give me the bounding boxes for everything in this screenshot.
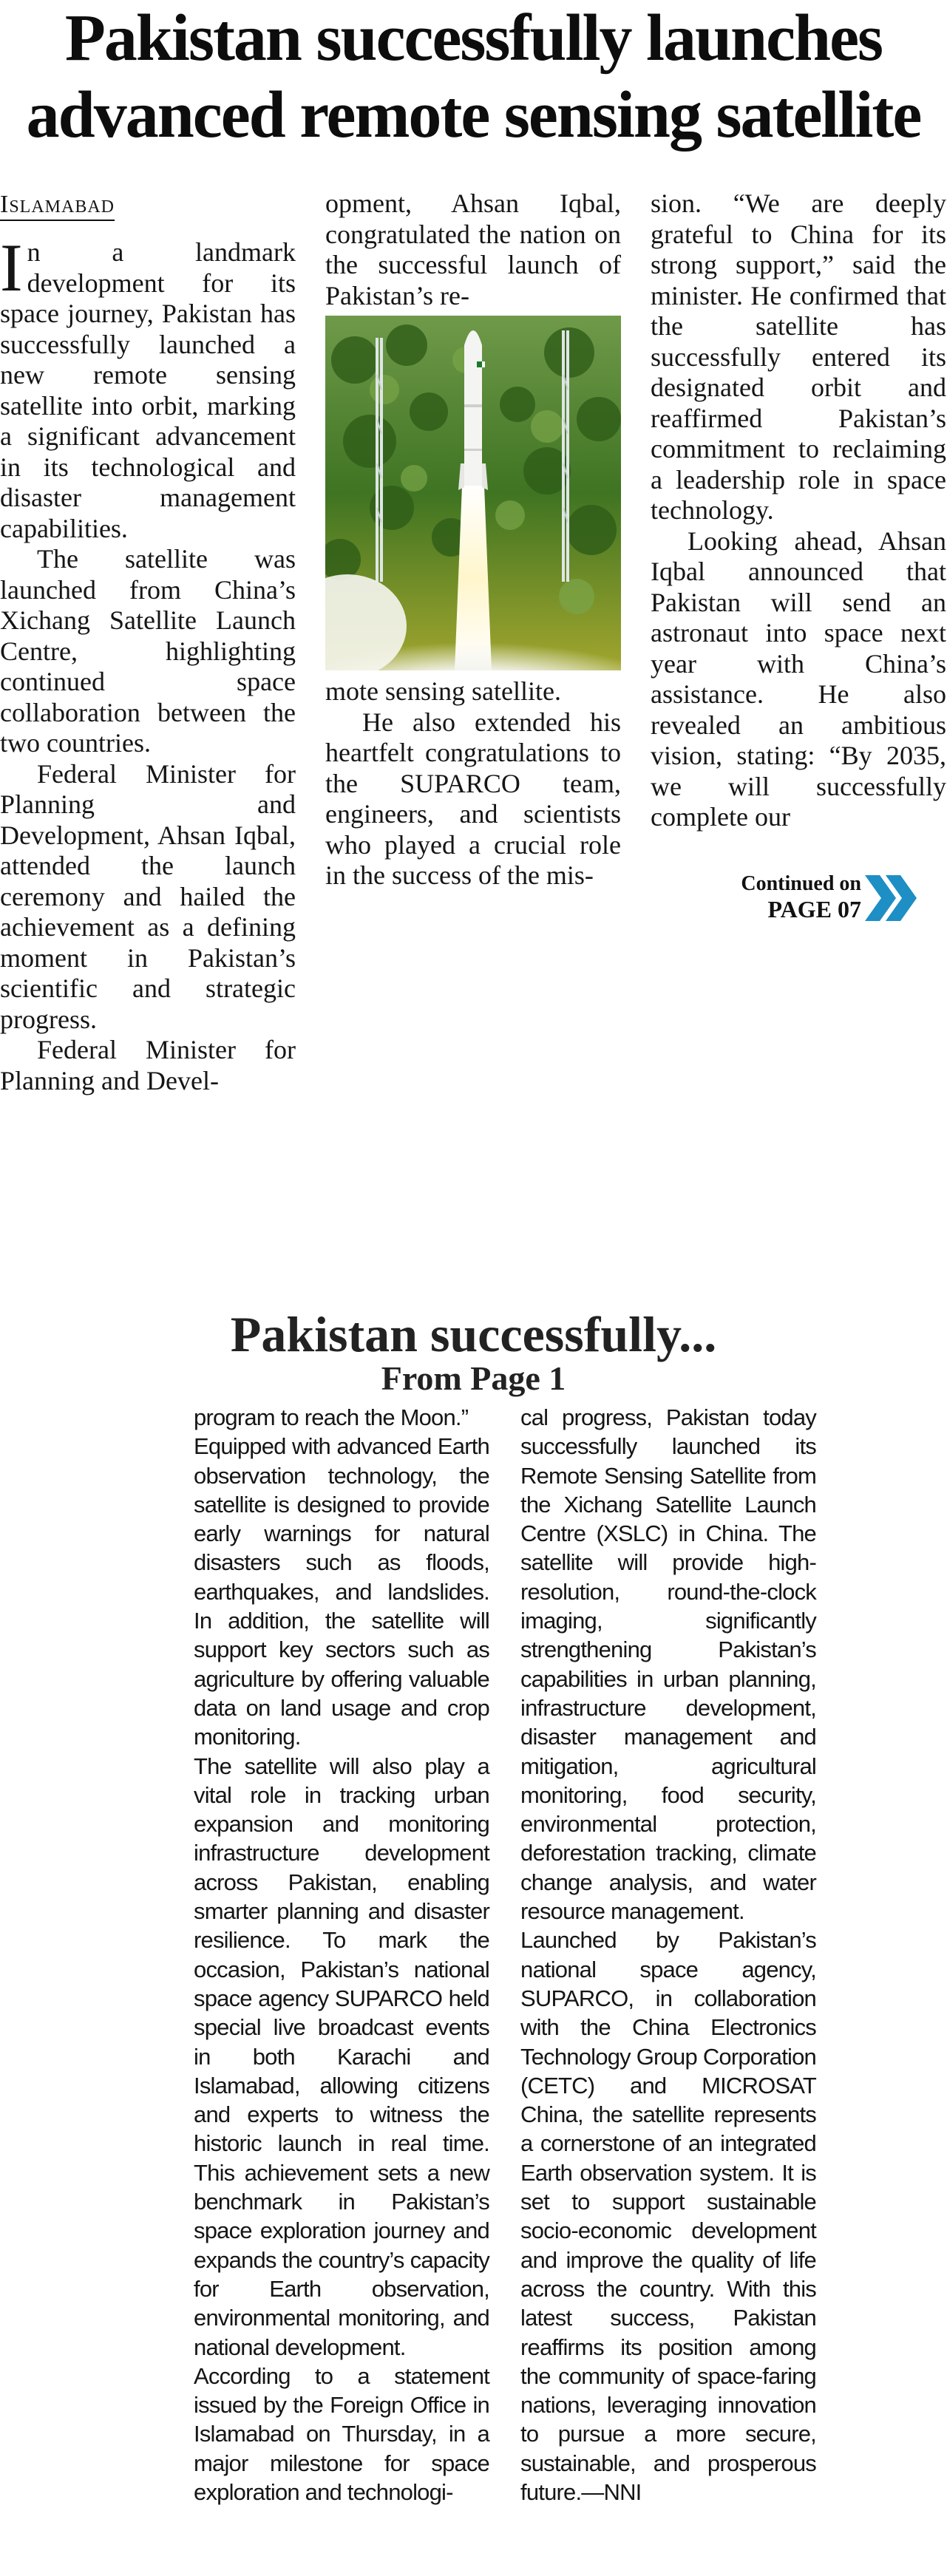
article-paragraph-4-cont: opment, Ahsan Iqbal, congratulated the nation on the successful launch of Pakistan’s re- <box>325 188 621 310</box>
jump-paragraph: program to reach the Moon.” <box>194 1404 469 1430</box>
continued-on-marker <box>651 872 946 924</box>
article-paragraph-6: Looking ahead, Ahsan Iqbal announced that Pakistan will send an astronaut into space next year with China’s assistance. He also revealed an ambitious vision, stating: “By 2035, we will successfully complete our <box>651 526 946 832</box>
dateline: Islamabad <box>0 190 115 221</box>
article-column-1 <box>0 188 296 1096</box>
jump-paragraph: The satellite will also play a vital role in tracking urban expansion and monitoring infrastructure development across Pakistan, enabling smarter planning and disaster resilience. To mark the occasion, Pakistan’s national space agency SUPARCO held special live broadcast events in both Karachi and Islamabad, allowing citizens and experts to witness the historic launch in real time. This achievement sets a new benchmark in Pakistan’s space exploration journey and expands the country’s capacity for Earth observation, environmental monitoring, and national development. <box>194 1753 489 2360</box>
drop-cap: I <box>0 230 23 305</box>
article-paragraph-4: Federal Minister for Planning and Devel- <box>0 1035 296 1095</box>
article-paragraph-2: The satellite was launched from China’s Xichang Satellite Launch Centre, highlighting continued space collaboration between the two countries. <box>0 544 296 758</box>
jump-paragraph: cal progress, Pakistan today successfully launched its Remote Sensing Satellite from the Xichang Satellite Launch Centre (XSLC) in China. The satellite will provide high-resolution, round-the-clock imaging, significantly strengthening Pakistan’s capabilities in urban planning, infrastructure development, disaster management and mitigation, agricultural monitoring, food security, environmental protection, deforestation tracking, climate change analysis, and water resource management. <box>520 1404 816 1925</box>
jump-column-1 <box>194 1403 489 2507</box>
jump-paragraph: Equipped with advanced Earth observation technology, the satellite is designed to provide early warnings for natural disasters such as floods, earthquakes, and landslides. In addition, the satellite will support key sectors such as agriculture by offering valuable data on land usage and crop monitoring. <box>194 1433 489 1750</box>
jump-paragraph: According to a statement issued by the Foreign Office in Islamabad on Thursday, in a major milestone for space exploration and technologi- <box>194 2362 489 2505</box>
jump-paragraph: Launched by Pakistan’s national space agency, SUPARCO, in collaboration with the China Electronics Technology Group Corporation (CETC) and MICROSAT China, the satellite represents a cornerstone of an integrated Earth observation system. It is set to support sustainable socio-economic development and improve the quality of life across the country. With this latest success, Pakistan reaffirms its position among the community of space-faring nations, leveraging innovation to pursue a more secure, sustainable, and prosperous future.—NNI <box>520 1927 816 2505</box>
jump-column-2 <box>520 1403 816 2507</box>
article-paragraph-1-text: n a landmark development for its space journey, Pakistan has successfully launched a new remote sensing satellite into orbit, marking a significant advancement in its technological and disaster management capabilities. <box>0 237 296 543</box>
article-paragraph-5: He also extended his heartfelt congratulations to the SUPARCO team, engineers, and scientists who played a crucial role in the success of the mis- <box>325 707 621 890</box>
article-paragraph-1 <box>0 230 296 544</box>
rocket-launch-icon <box>325 316 621 670</box>
article-paragraph-3: Federal Minister for Planning and Development, Ahsan Iqbal, attended the launch ceremony and hailed the achievement as a defining moment in Pakistan’s scientific and strategic progress. <box>0 758 296 1034</box>
article-column-3 <box>651 188 946 833</box>
double-chevron-icon <box>863 874 918 922</box>
article-column-2 <box>325 188 621 891</box>
jump-subtitle: From Page 1 <box>381 1359 566 1397</box>
rocket-launch-photo <box>325 316 621 670</box>
jump-headline: Pakistan successfully... <box>230 1306 717 1362</box>
continued-page: PAGE 07 <box>767 896 861 922</box>
continued-label: Continued on <box>741 872 861 895</box>
article-paragraph-4-end: mote sensing satellite. <box>325 676 561 706</box>
headline: Pakistan successfully launches advanced remote sensing satellite <box>26 1 921 152</box>
article-paragraph-5-cont: sion. “We are deeply grateful to China for its strong support,” said the minister. He confirmed that the satellite has successfully entered its designated orbit and reaffirmed Pakistan’s commitment to reclaiming a leadership role in space technology. <box>651 188 946 525</box>
